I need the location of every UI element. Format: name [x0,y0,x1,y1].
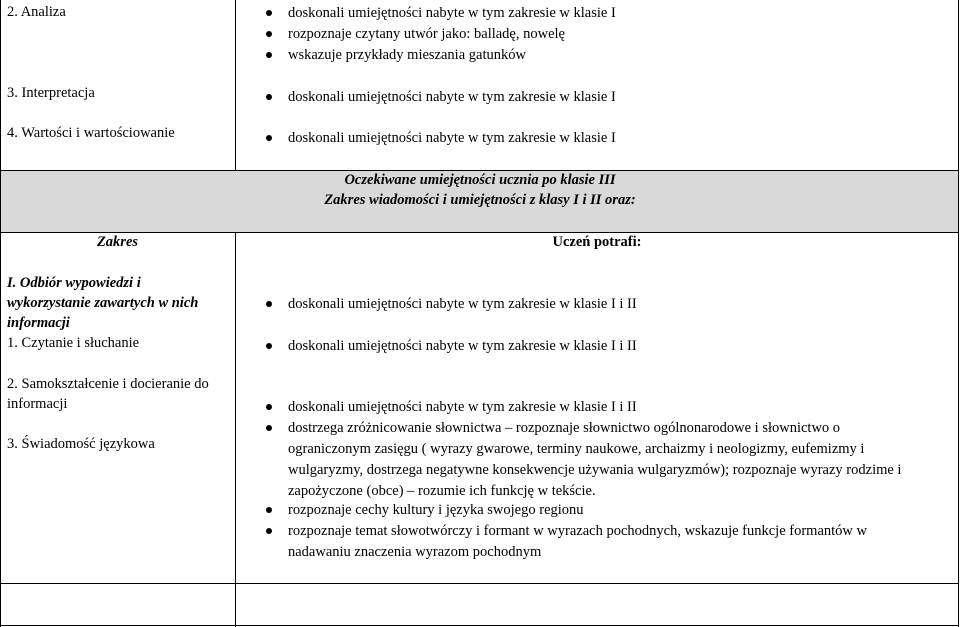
range-analiza: 2. Analiza [7,4,66,20]
skill-item-line: ograniczonym zasięgu ( wyrazy gwarowe, terminy naukowe, archaizmy i neologizmy, eufemizmy i [288,441,865,457]
bullet-icon [266,343,272,349]
skill-item: doskonali umiejętności nabyte w tym zakresie w klasie I i II [288,338,637,354]
range-odbior-line3: informacji [7,315,70,331]
bullet-icon [266,94,272,100]
skill-item: doskonali umiejętności nabyte w tym zakresie w klasie I i II [288,296,637,312]
skill-item-line: wulgaryzmy, dostrzega negatywne konsekwencje używania wulgaryzmów); rozpoznaje wyrazy rodzime i [288,462,902,478]
range-interpretacja: 3. Interpretacja [7,85,95,101]
range-samoksztalcenie-line2: informacji [7,396,68,412]
banner-subtitle: Zakres wiadomości i umiejętności z klasy I i II oraz: [324,192,636,208]
table-border-right [958,0,959,627]
bullet-icon [266,52,272,58]
bullet-icon [266,135,272,141]
skill-item-line: rozpoznaje temat słowotwórczy i formant w wyrazach pochodnych, wskazuje funkcje formantów w [288,523,867,539]
column-header-zakres: Zakres [96,234,139,250]
bullet-icon [266,10,272,16]
range-odbior-line1: I. Odbiór wypowiedzi i [7,275,141,291]
range-samoksztalcenie-line1: 2. Samokształcenie i docieranie do [7,376,209,392]
bullet-icon [266,528,272,534]
skill-item-line: dostrzega zróżnicowanie słownictwa – rozpoznaje słownictwo ogólnonarodowe i słownictwo o [288,420,841,436]
bullet-icon [266,507,272,513]
skill-item: rozpoznaje cechy kultury i języka swojego regionu [288,502,584,518]
column-divider-top [235,0,236,170]
skill-item: doskonali umiejętności nabyte w tym zakresie w klasie I [288,89,616,105]
skill-item-line: nadawaniu znaczenia wyrazom pochodnym [288,544,542,560]
bullet-icon [266,301,272,307]
range-czytanie: 1. Czytanie i słuchanie [7,335,140,351]
range-odbior-line2: wykorzystanie zawartych w nich [7,295,199,311]
skill-item: doskonali umiejętności nabyte w tym zakresie w klasie I [288,130,616,146]
range-wartosci: 4. Wartości i wartościowanie [7,125,175,141]
table-border-left [0,0,1,627]
banner-title: Oczekiwane umiejętności ucznia po klasie III [344,172,616,188]
table-border-bottom [0,625,959,626]
range-swiadomosc: 3. Świadomość językowa [7,436,155,452]
column-header-uczen-potrafi: Uczeń potrafi: [552,234,642,250]
skill-item: doskonali umiejętności nabyte w tym zakresie w klasie I i II [288,399,637,415]
skill-item: doskonali umiejętności nabyte w tym zakresie w klasie I [288,5,616,21]
skill-item-line: zapożyczone (obce) – rozumie ich funkcję w tekście. [288,483,596,499]
column-divider-bottom [235,232,236,627]
skill-item: rozpoznaje czytany utwór jako: balladę, nowelę [288,26,565,42]
bullet-icon [266,404,272,410]
bullet-icon [266,425,272,431]
bullet-icon [266,31,272,37]
row-divider-3 [0,583,959,584]
skill-item: wskazuje przykłady mieszania gatunków [288,47,526,63]
